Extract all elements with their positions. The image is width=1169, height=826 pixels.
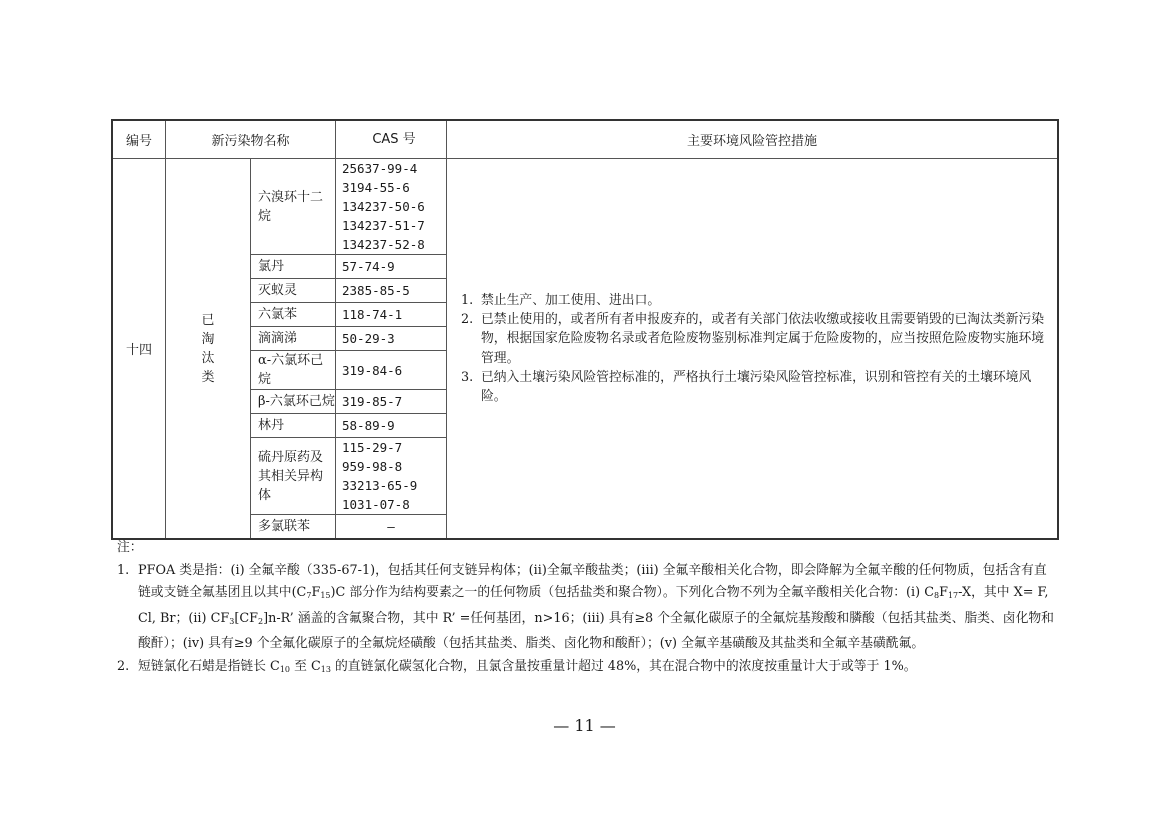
note-item <box>117 656 1057 682</box>
cas-number: 115-29-7 <box>342 440 403 455</box>
page-number: — 11 — <box>553 716 616 735</box>
category-label: 已淘汰类 <box>201 312 215 385</box>
cas-number: 319-85-7 <box>336 390 447 414</box>
cas-number: 33213-65-9 <box>342 478 418 493</box>
cas-number: 1031-07-8 <box>342 497 410 512</box>
note-item <box>117 560 1057 656</box>
measures-cell <box>447 159 1059 540</box>
measure-text: 已纳入土壤污染风险管控标准的，严格执行土壤污染风险管控标准，识别和管控有关的土壤环境风险。 <box>481 369 1032 404</box>
cas-number: 118-74-1 <box>336 303 447 327</box>
measure-number: 3. <box>461 369 474 385</box>
cas-cell <box>336 438 447 515</box>
cas-number: 58-89-9 <box>336 414 447 438</box>
header-name: 新污染物名称 <box>166 120 336 159</box>
notes-title: 注： <box>117 540 143 555</box>
table-header-row <box>112 120 1058 159</box>
notes-section <box>117 537 1057 681</box>
measure-number: 1. <box>461 292 474 308</box>
measure-number: 2. <box>461 312 474 328</box>
pollutant-table <box>111 119 1059 540</box>
category-cell <box>166 159 251 540</box>
group-number: 十四 <box>112 159 166 540</box>
header-number: 编号 <box>112 120 166 159</box>
pollutant-name: 林丹 <box>251 414 336 438</box>
header-measures: 主要环境风险管控措施 <box>447 120 1059 159</box>
note-text: 短链氯化石蜡是指链长 $C_{10}$ 至 $C_{13}$ 的直链氯化碳氢化合物，且氯含量按重量计超过 48%，其在混合物中的浓度按重量计大于或等于 1%。 <box>138 658 917 674</box>
header-cas: CAS 号 <box>336 120 447 159</box>
measure-item <box>461 310 1049 368</box>
measures-list <box>461 291 1049 406</box>
pollutant-name: 氯丹 <box>251 255 336 279</box>
cas-cell <box>336 159 447 255</box>
measure-item <box>461 368 1049 406</box>
cas-number: 959-98-8 <box>342 459 403 474</box>
cas-number: 25637-99-4 <box>342 161 418 176</box>
pollutant-name: 滴滴涕 <box>251 327 336 351</box>
pollutant-name: 灭蚁灵 <box>251 279 336 303</box>
note-text: PFOA 类是指：(i) 全氟辛酸（335-67-1)，包括其任何支链异构体；(ii)全氟辛酸盐类；(iii) 全氟辛酸相关化合物，即会降解为全氟辛酸的任何物质，包括含有直链或支链全氟基团且以其中$(C_7F_{15})C$ 部分作为结构要素之一的任何物质（包括盐类和聚合物）。下列化合物不列为全氟辛酸相关化合物：(i) $C_8F_{17}-X$，其中 X= F, Cl, Br；(ii) $CF_3[CF_2]n-R$’ 涵盖的含氟聚合物，其中 R’ =任何基团，n>16；(iii) 具有≥8 个全氟化碳原子的全氟烷基羧酸和膦酸（包括其盐类、脂类、卤化物和酸酐）；(iv) 具有≥9 个全氟化碳原子的全氟烷烃磺酸（包括其盐类、脂类、卤化物和酸酐）；(v) 全氟辛基磺酸及其盐类和全氟辛基磺酰氟。 <box>138 562 1054 651</box>
measure-text: 禁止生产、加工使用、进出口。 <box>481 292 661 308</box>
cas-number: 3194-55-6 <box>342 180 410 195</box>
measure-text: 已禁止使用的，或者所有者申报废弃的，或者有关部门依法收缴或接收且需要销毁的已淘汰类新污染物，根据国家危险废物名录或者危险废物鉴别标准判定属于危险废物的，应当按照危险废物实施环境管理。 <box>481 312 1045 366</box>
cas-number: 134237-50-6 <box>342 199 425 214</box>
pollutant-name: 硫丹原药及其相关异构体 <box>251 438 336 515</box>
cas-number: — <box>336 515 447 540</box>
note-number: 2. <box>117 658 130 674</box>
cas-number: 134237-51-7 <box>342 218 425 233</box>
pollutant-name: 多氯联苯 <box>251 515 336 540</box>
pollutant-name: 六氯苯 <box>251 303 336 327</box>
note-number: 1. <box>117 562 130 578</box>
pollutant-name: 六溴环十二烷 <box>251 159 336 255</box>
cas-number: 57-74-9 <box>336 255 447 279</box>
table-row <box>112 159 1058 255</box>
cas-number: 319-84-6 <box>336 351 447 390</box>
cas-number: 2385-85-5 <box>336 279 447 303</box>
cas-number: 134237-52-8 <box>342 237 425 252</box>
pollutant-name: β-六氯环己烷 <box>251 390 336 414</box>
cas-number: 50-29-3 <box>336 327 447 351</box>
pollutant-name: α-六氯环己烷 <box>251 351 336 390</box>
measure-item <box>461 291 1049 310</box>
